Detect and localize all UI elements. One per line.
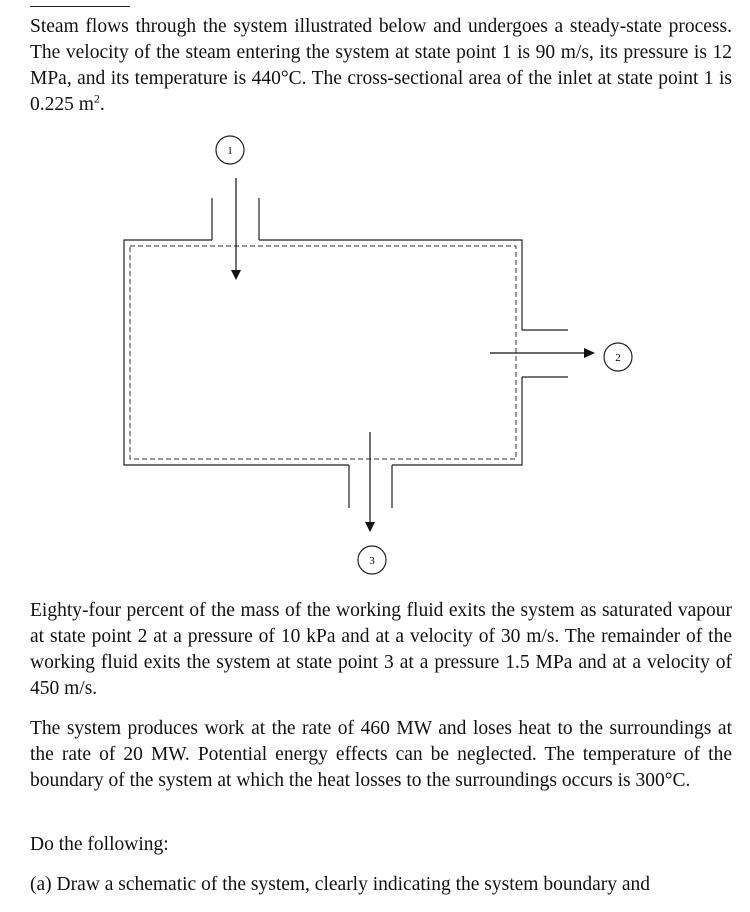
state-point-1-label: 1 [227, 145, 233, 157]
state-point-1 [216, 136, 244, 164]
state-point-2-label: 2 [615, 352, 621, 364]
problem-paragraph-intro [30, 14, 732, 118]
problem-part-a: (a) Draw a schematic of the system, clearly indicating the system boundary and [30, 874, 651, 895]
inlet-flow-arrow [231, 178, 241, 280]
area-exponent: 2 [93, 91, 100, 106]
system-schematic [0, 130, 750, 590]
state-point-2 [604, 343, 632, 371]
outlet-3-flow-arrow [365, 432, 375, 532]
state-point-3-label: 3 [369, 555, 375, 567]
intro-text: Steam flows through the system illustrated below and undergoes a steady-state process. The velocity of the steam entering the system at state point 1 is 90 m/s, its pressure is 12 MPa, and its temperature is 440°C. The cross-sectional area of the inlet at state point 1 is 0.225 m [30, 16, 732, 115]
top-rule [30, 6, 130, 7]
problem-paragraph-instructions: Do the following: [30, 834, 169, 855]
system-boundary-dashed [130, 246, 516, 459]
problem-paragraph-work-heat: The system produces work at the rate of 460 MW and loses heat to the surroundings at the rate of 20 MW. Potential energy effects can be neglected. The temperature of the boundary of the system at which the heat losses to the surroundings occurs is 300°C. [30, 718, 732, 791]
intro-period: . [99, 94, 105, 115]
outlet-2-flow-arrow [490, 348, 595, 358]
problem-paragraph-exits: Eighty-four percent of the mass of the working fluid exits the system as saturated vapour at state point 2 at a pressure of 10 kPa and at a velocity of 30 m/s. The remainder of the working fluid exits the system at state point 3 at a pressure 1.5 MPa and at a velocity of 450 m/s. [30, 600, 732, 699]
state-point-3 [358, 546, 386, 574]
